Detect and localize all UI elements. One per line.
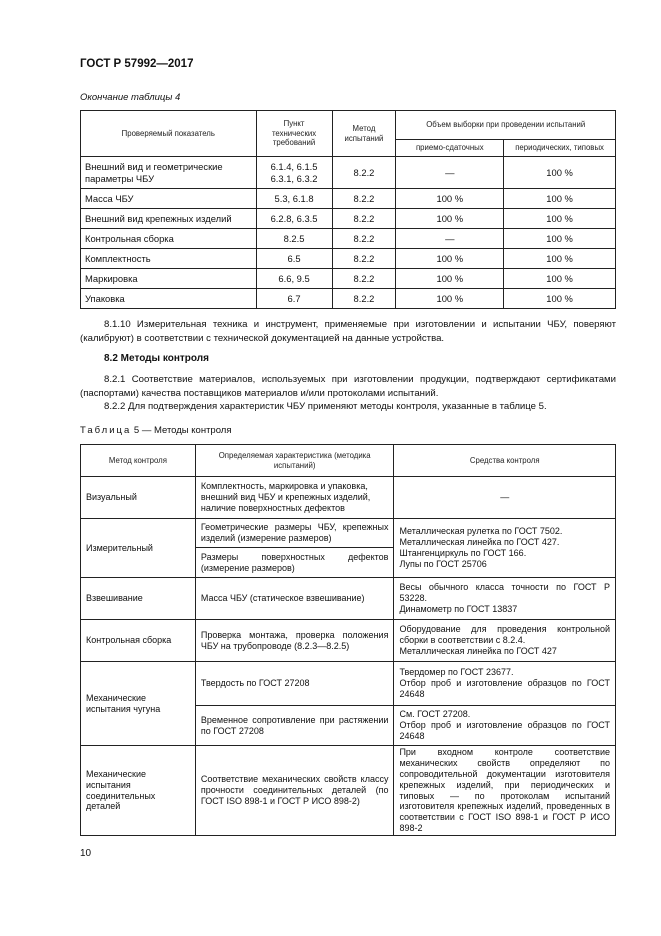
paragraph-8-2-1: 8.2.1 Соответствие материалов, используемых при изготовлении продукции, подтверждают сертификатами (паспортами) качества поставщиков материалов и/или протоколами испытаний. [80,374,616,399]
cell-clause: 8.2.5 [256,229,332,249]
header-control-method: Метод контроля [81,445,196,477]
header-periodic: периодических, типовых [504,140,616,157]
cell-acceptance: 100 % [396,189,504,209]
header-indicator: Проверяемый показатель [81,111,257,157]
cell-method: 8.2.2 [332,157,396,189]
cell-indicator: Внешний вид и геометрические параметры ЧБУ [81,157,257,189]
cell-method: 8.2.2 [332,209,396,229]
table-row [81,209,616,229]
cell-indicator: Упаковка [81,289,257,309]
table-row [81,620,616,662]
cell-acceptance: 100 % [396,289,504,309]
cell-characteristic: Проверка монтажа, проверка положения ЧБУ на трубопроводе (8.2.3—8.2.5) [195,620,394,662]
cell-method: Механические испытания соединительных деталей [81,746,196,836]
cell-clause: 6.5 [256,249,332,269]
table-row [81,229,616,249]
table-row [81,477,616,519]
section-heading-8-2: 8.2 Методы контроля [104,353,209,364]
table-row [81,157,616,189]
table-row [81,249,616,269]
table-row [81,269,616,289]
table-row [81,189,616,209]
cell-periodic: 100 % [504,289,616,309]
cell-indicator: Маркировка [81,269,257,289]
cell-characteristic: Твердость по ГОСТ 27208 [195,662,394,706]
cell-characteristic: Временное сопротивление при растяжении по ГОСТ 27208 [195,706,394,746]
cell-method: 8.2.2 [332,249,396,269]
table-row [81,289,616,309]
cell-periodic: 100 % [504,157,616,189]
header-acceptance: приемо-сдаточных [396,140,504,157]
cell-characteristic: Геометрические размеры ЧБУ, крепежных изделий (измерение размеров) [195,519,394,548]
document-header: ГОСТ Р 57992—2017 [80,58,194,70]
cell-periodic: 100 % [504,229,616,249]
table-4 [80,110,616,309]
cell-indicator: Масса ЧБУ [81,189,257,209]
cell-characteristic: Соответствие механических свойств классу прочности соединительных деталей (по ГОСТ ISO 898-1 и ГОСТ Р ИСО 898-2) [195,746,394,836]
cell-acceptance: — [396,229,504,249]
cell-means: Твердомер по ГОСТ 23677. Отбор проб и изготовление образцов по ГОСТ 24648 [394,662,616,706]
header-clause: Пункт технических требований [256,111,332,157]
cell-means: Металлическая рулетка по ГОСТ 7502. Металлическая линейка по ГОСТ 427. Штангенциркуль по ГОСТ 166. Лупы по ГОСТ 25706 [394,519,616,578]
cell-means: При входном контроле соответствие механических свойств определяют по сопроводительной документации изготовителя крепежных изделий, при периодических и типовых — по протоколам испытаний изготовителя крепежных изделий, проведенных в соответствии с ГОСТ ISO 898-1 и ГОСТ Р ИСО 898-2 [394,746,616,836]
cell-clause: 6.1.4, 6.1.5 6.3.1, 6.3.2 [256,157,332,189]
cell-acceptance: 100 % [396,209,504,229]
cell-method: Контрольная сборка [81,620,196,662]
header-method: Метод испытаний [332,111,396,157]
cell-characteristic: Комплектность, маркировка и упаковка, внешний вид ЧБУ и крепежных изделий, наличие поверхностных дефектов [195,477,394,519]
header-means: Средства контроля [394,445,616,477]
table-5 [80,444,616,836]
cell-method: 8.2.2 [332,189,396,209]
cell-method: 8.2.2 [332,289,396,309]
header-sample: Объем выборки при проведении испытаний [396,111,616,140]
cell-clause: 5.3, 6.1.8 [256,189,332,209]
cell-means: См. ГОСТ 27208. Отбор проб и изготовление образцов по ГОСТ 24648 [394,706,616,746]
table-row [81,578,616,620]
cell-method: 8.2.2 [332,269,396,289]
cell-periodic: 100 % [504,189,616,209]
table-row [81,662,616,706]
header-characteristic: Определяемая характеристика (методика испытаний) [195,445,394,477]
cell-clause: 6.2.8, 6.3.5 [256,209,332,229]
cell-acceptance: — [396,157,504,189]
cell-acceptance: 100 % [396,269,504,289]
cell-indicator: Комплектность [81,249,257,269]
table-row [81,746,616,836]
cell-periodic: 100 % [504,209,616,229]
cell-periodic: 100 % [504,249,616,269]
cell-clause: 6.6, 9.5 [256,269,332,289]
cell-indicator: Контрольная сборка [81,229,257,249]
cell-method: Механические испытания чугуна [81,662,196,746]
table4-caption: Окончание таблицы 4 [80,92,181,103]
table-row [81,519,616,548]
cell-method: 8.2.2 [332,229,396,249]
cell-characteristic: Масса ЧБУ (статическое взвешивание) [195,578,394,620]
table5-caption: Таблица 5 — Методы контроля [80,425,232,436]
page-number: 10 [80,848,92,859]
cell-acceptance: 100 % [396,249,504,269]
paragraph-8-2-2: 8.2.2 Для подтверждения характеристик ЧБУ применяют методы контроля, указанные в таблице 5. [104,401,547,412]
cell-means: — [394,477,616,519]
cell-characteristic: Размеры поверхностных дефектов (измерение размеров) [195,548,394,578]
cell-clause: 6.7 [256,289,332,309]
cell-method: Визуальный [81,477,196,519]
cell-method: Взвешивание [81,578,196,620]
paragraph-8-1-10: 8.1.10 Измерительная техника и инструмент, применяемые при изготовлении и испытании ЧБУ, поверяют (калибруют) в соответствии с технической документацией на данные устройства. [80,319,616,344]
cell-periodic: 100 % [504,269,616,289]
cell-means: Весы обычного класса точности по ГОСТ Р 53228. Динамометр по ГОСТ 13837 [394,578,616,620]
cell-method: Измерительный [81,519,196,578]
cell-means: Оборудование для проведения контрольной сборки в соответствии с 8.2.4. Металлическая линейка по ГОСТ 427 [394,620,616,662]
cell-indicator: Внешний вид крепежных изделий [81,209,257,229]
